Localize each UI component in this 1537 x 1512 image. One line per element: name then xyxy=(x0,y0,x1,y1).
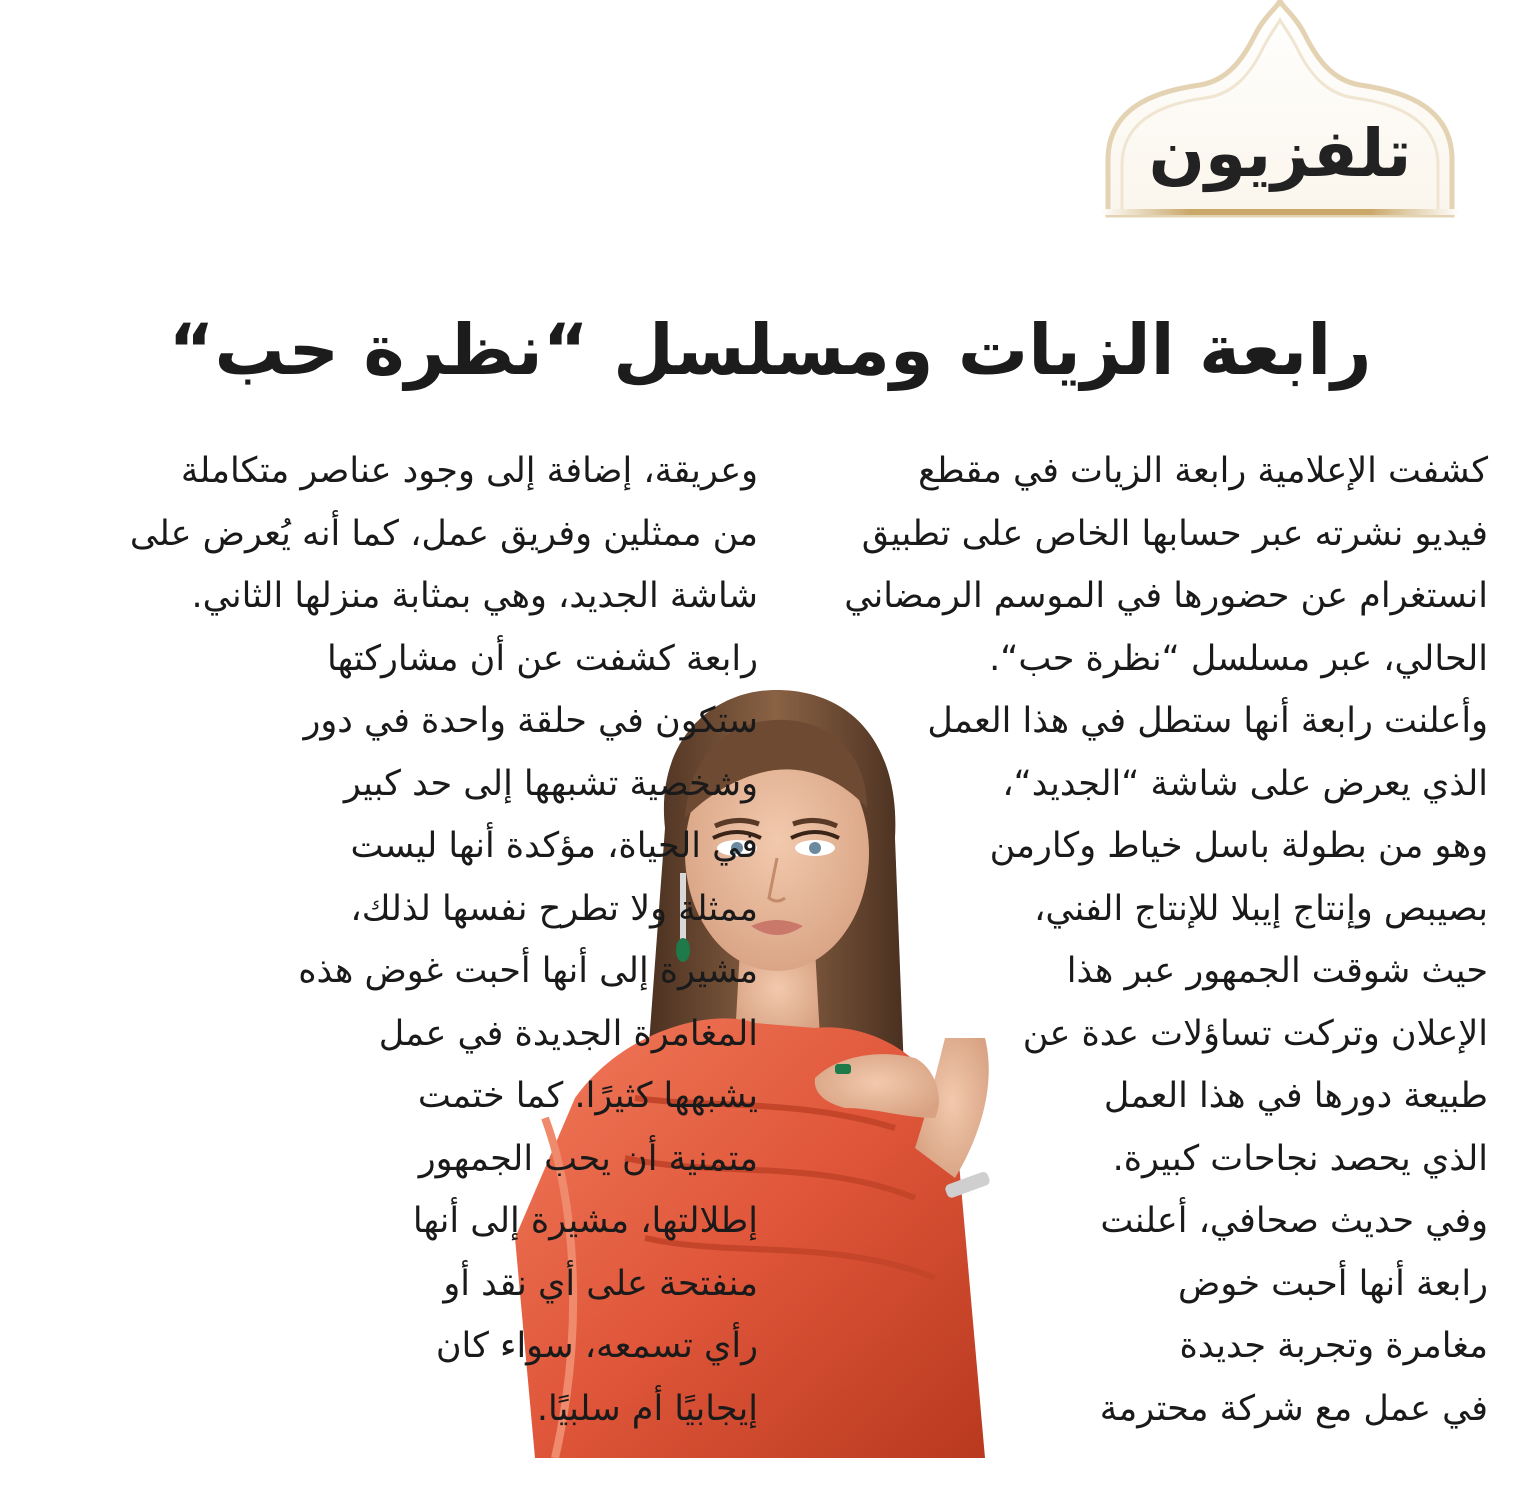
text-line: ممثلة ولا تطرح نفسها لذلك، xyxy=(350,888,758,929)
text-line: متمنية أن يحب الجمهور xyxy=(418,1138,758,1179)
text-line: منفتحة على أي نقد أو xyxy=(443,1263,758,1304)
text-line: في الحياة، مؤكدة أنها ليست xyxy=(350,826,758,866)
paragraph xyxy=(88,628,758,1441)
text-line: انستغرام عن حضورها في الموسم الرمضاني xyxy=(844,576,1488,616)
article-column-left xyxy=(88,440,758,1440)
text-line: رأي تسمعه، سواء كان xyxy=(435,1326,758,1366)
text-line: وشخصية تشبهها إلى حد كبير xyxy=(343,763,758,804)
text-line: من ممثلين وفريق عمل، كما أنه يُعرض على xyxy=(129,513,758,554)
text-line: الذي يعرض على شاشة “الجديد“، xyxy=(1002,763,1488,804)
text-line: يشبهها كثيرًا. كما ختمت xyxy=(417,1076,758,1116)
text-line: إيجابيًا أم سلبيًا. xyxy=(536,1388,758,1429)
text-line: وهو من بطولة باسل خياط وكارمن xyxy=(989,826,1488,866)
text-line: فيديو نشرته عبر حسابها الخاص على تطبيق xyxy=(861,513,1488,554)
text-line: شاشة الجديد، وهي بمثابة منزلها الثاني. xyxy=(191,576,758,616)
text-line: الحالي، عبر مسلسل “نظرة حب“. xyxy=(989,638,1488,679)
text-line: وفي حديث صحافي، أعلنت xyxy=(1100,1201,1488,1241)
text-line: بصيبص وإنتاج إيبلا للإنتاج الفني، xyxy=(1034,888,1488,929)
text-line: وعريقة، إضافة إلى وجود عناصر متكاملة xyxy=(180,451,758,491)
text-line: مشيرة إلى أنها أحبت غوض هذه xyxy=(298,951,758,991)
article-headline: رابعة الزيات ومسلسل “نظرة حب“ xyxy=(168,309,1372,391)
text-line: حيث شوقت الجمهور عبر هذا xyxy=(1066,951,1488,991)
paragraph xyxy=(88,440,758,628)
text-line: مغامرة وتجربة جديدة xyxy=(1179,1326,1488,1366)
text-line: الإعلان وتركت تساؤلات عدة عن xyxy=(1022,1013,1488,1054)
section-label: تلفزيون xyxy=(1148,115,1412,192)
text-line: كشفت الإعلامية رابعة الزيات في مقطع xyxy=(918,451,1488,491)
text-line: إطلالتها، مشيرة إلى أنها xyxy=(412,1201,758,1241)
text-line: في عمل مع شركة محترمة xyxy=(1099,1388,1488,1429)
text-line: وأعلنت رابعة أنها ستطل في هذا العمل xyxy=(927,701,1488,741)
text-line: المغامرة الجديدة في عمل xyxy=(378,1013,758,1054)
text-line: رابعة كشفت عن أن مشاركتها xyxy=(327,638,758,679)
text-line: ستكون في حلقة واحدة في دور xyxy=(303,701,758,741)
text-line: رابعة أنها أحبت خوض xyxy=(1178,1263,1488,1304)
text-line: الذي يحصد نجاحات كبيرة. xyxy=(1112,1138,1488,1179)
text-line: طبيعة دورها في هذا العمل xyxy=(1103,1076,1488,1116)
paragraph xyxy=(818,440,1488,690)
